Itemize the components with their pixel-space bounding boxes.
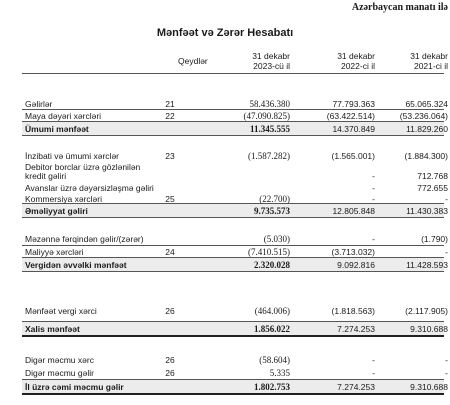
value-2023: (5.030) bbox=[263, 234, 290, 244]
value-2021: 65.065.324 bbox=[405, 99, 448, 109]
table-row-other-comprehensive-expense bbox=[0, 355, 450, 367]
value-2023: 5.335 bbox=[269, 368, 290, 378]
table-row-other-comprehensive-income bbox=[0, 368, 450, 380]
value-2023: 11.345.555 bbox=[249, 124, 290, 134]
table-row-total-comprehensive-income bbox=[0, 382, 450, 394]
value-2022: 7.274.253 bbox=[337, 324, 375, 334]
value-2021: - bbox=[445, 194, 448, 204]
row-label: Avanslar üzrə dəyərsizləşmə gəliri bbox=[25, 183, 154, 193]
row-label: İnzibati və ümumi xərclər bbox=[25, 151, 120, 161]
value-2021: (1.790) bbox=[421, 234, 448, 244]
value-2022: 12.805.848 bbox=[332, 206, 375, 216]
column-header-2021-line2: 2021-ci il bbox=[413, 61, 448, 71]
row-label: Debitor borclar üzrə gözlənilən bbox=[25, 162, 141, 172]
notes-column-header: Qeydlər bbox=[178, 56, 208, 66]
row-label: Maliyyə xərcləri bbox=[25, 247, 84, 257]
value-2023: 9.735.573 bbox=[254, 206, 290, 216]
value-2023: (464.006) bbox=[254, 306, 290, 316]
value-2023: (1.587.282) bbox=[248, 151, 290, 161]
table-row-cost-of-sales bbox=[0, 111, 450, 123]
value-2021: - bbox=[445, 355, 448, 365]
column-header-2022-line1: 31 dekabr bbox=[337, 51, 375, 61]
value-2021: 11.428.593 bbox=[406, 260, 448, 270]
value-2021: (1.884.300) bbox=[404, 151, 448, 161]
table-row-finance-costs bbox=[0, 247, 450, 259]
row-note: 26 bbox=[165, 306, 175, 316]
column-header-2023 bbox=[200, 51, 290, 71]
value-2021: 9.310.688 bbox=[410, 382, 448, 392]
value-2021: (2.117.905) bbox=[405, 306, 448, 316]
table-row-operating-income bbox=[0, 206, 450, 218]
table-row-expected-credit-gain bbox=[0, 171, 450, 183]
row-label: Digər məcmu xərc bbox=[25, 355, 94, 365]
row-label: Kommersiya xərcləri bbox=[25, 194, 102, 204]
value-2023: 2.320.028 bbox=[254, 260, 290, 270]
row-note: 22 bbox=[165, 111, 175, 121]
report-title: Mənfəət və Zərər Hesabatı bbox=[156, 27, 294, 39]
table-row-net-profit bbox=[0, 324, 450, 336]
value-2022: - bbox=[372, 355, 375, 365]
row-note: 25 bbox=[165, 194, 175, 204]
value-2023: (7.410.515) bbox=[248, 247, 290, 257]
value-2023: 1.856.022 bbox=[254, 324, 290, 334]
row-note: 26 bbox=[165, 355, 175, 365]
currency-note: Azərbaycan manatı ilə bbox=[351, 2, 448, 13]
value-2022: - bbox=[372, 234, 375, 244]
table-row-revenue bbox=[0, 99, 450, 111]
value-2023: 58.436.380 bbox=[249, 99, 290, 109]
table-row-income-tax bbox=[0, 306, 450, 318]
value-2023: 1.802.753 bbox=[254, 382, 290, 392]
value-2022: 77.793.363 bbox=[332, 99, 375, 109]
column-header-2021-line1: 31 dekabr bbox=[410, 51, 448, 61]
row-label: Xalis mənfəət bbox=[25, 324, 80, 334]
table-row-profit-before-tax bbox=[0, 260, 450, 272]
row-label: Məzənnə fərqindən gəlir/(zərər) bbox=[25, 234, 144, 244]
value-2022: - bbox=[372, 368, 375, 378]
value-2022: (1.818.563) bbox=[331, 306, 375, 316]
divider bbox=[22, 321, 444, 322]
value-2022: (3.713.032) bbox=[331, 247, 375, 257]
column-header-2023-line1: 31 dekabr bbox=[252, 51, 290, 61]
column-header-2022-line2: 2022-ci il bbox=[340, 61, 375, 71]
row-label: Əməliyyat gəliri bbox=[25, 206, 88, 216]
value-2023: (47.090.825) bbox=[243, 111, 290, 121]
value-2022: - bbox=[372, 194, 375, 204]
value-2021: 712.768 bbox=[417, 171, 448, 181]
row-label: Maya dəyəri xərcləri bbox=[25, 111, 102, 121]
row-note: 23 bbox=[165, 151, 175, 161]
value-2023: (58.604) bbox=[259, 355, 290, 365]
row-label: Digər məcmu gəlir bbox=[25, 368, 94, 378]
value-2021: 11.430.383 bbox=[406, 206, 448, 216]
value-2022: 9.092.816 bbox=[337, 260, 375, 270]
value-2022: 14.370.849 bbox=[332, 124, 375, 134]
row-note: 24 bbox=[165, 247, 175, 257]
row-label: İl üzrə cəmi məcmu gəlir bbox=[25, 382, 124, 392]
header-rule bbox=[22, 73, 444, 74]
value-2022: 7.274.253 bbox=[337, 382, 375, 392]
value-2021: 9.310.688 bbox=[410, 324, 448, 334]
value-2021: - bbox=[445, 368, 448, 378]
row-label: Gəlirlər bbox=[25, 99, 53, 109]
value-2022: - bbox=[372, 183, 375, 193]
row-label: Vergidən əvvəlki mənfəət bbox=[25, 260, 127, 270]
row-note: 26 bbox=[165, 368, 175, 378]
table-row-fx-gain-loss bbox=[0, 234, 450, 246]
value-2021: - bbox=[445, 247, 448, 257]
row-label: Ümumi mənfəət bbox=[25, 124, 89, 134]
value-2022: (63.422.514) bbox=[326, 111, 375, 121]
table-row-gross-profit bbox=[0, 124, 450, 136]
value-2023: (22.700) bbox=[259, 194, 290, 204]
table-row-commercial-expenses bbox=[0, 194, 450, 206]
row-label: Mənfəət vergi xərci bbox=[25, 306, 97, 316]
value-2022: (1.565.001) bbox=[331, 151, 375, 161]
column-header-2023-line2: 2023-cü il bbox=[253, 61, 290, 71]
value-2021: 772.655 bbox=[417, 183, 448, 193]
value-2022: - bbox=[372, 171, 375, 181]
value-2021: 11.829.260 bbox=[406, 124, 448, 134]
column-header-2021 bbox=[358, 51, 448, 71]
row-note: 21 bbox=[165, 99, 175, 109]
row-label: kredit gəliri bbox=[25, 171, 67, 181]
value-2021: (53.236.064) bbox=[399, 111, 448, 121]
